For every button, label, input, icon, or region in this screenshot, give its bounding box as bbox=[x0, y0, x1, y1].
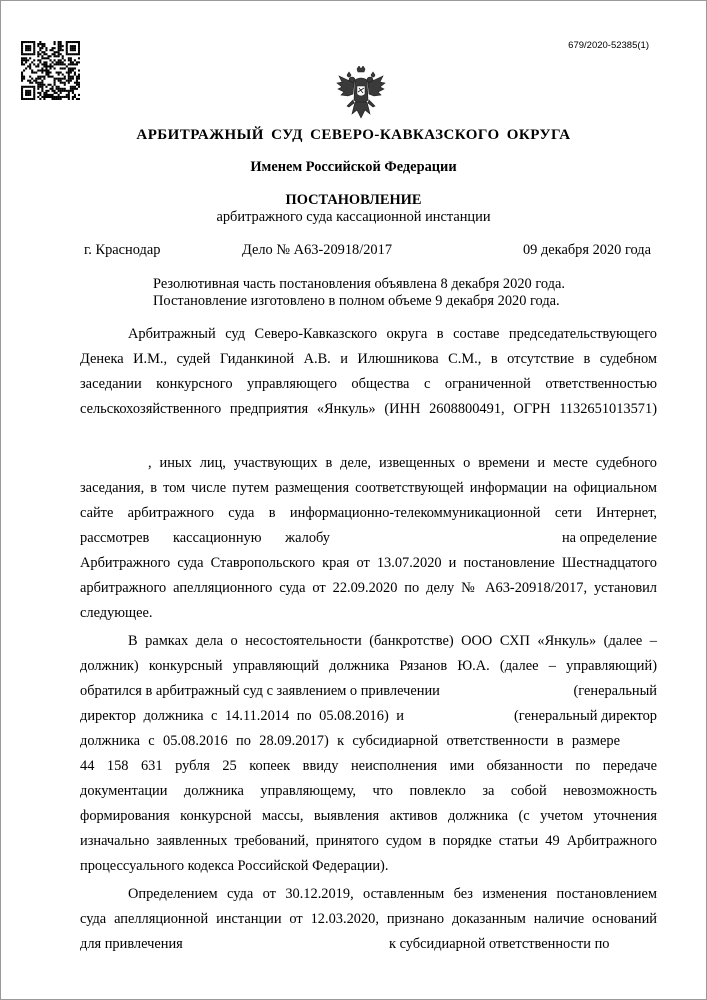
paragraph-3-line: должник) конкурсный управляющий должника Рязанов Ю.А. (далее – управляющий) bbox=[80, 658, 657, 674]
paragraph-3-line: В рамках дела о несостоятельности (банкротстве) ООО СХП «Янкуль» (далее – bbox=[128, 633, 657, 649]
paragraph-4-line: Определением суда от 30.12.2019, оставленным без изменения постановлением bbox=[128, 886, 657, 902]
paragraph-3-line: процессуального кодекса Российской Федерации). bbox=[80, 858, 389, 874]
paragraph-3-line: обратился в арбитражный суд с заявлением о привлечении bbox=[80, 683, 440, 699]
paragraph-1-line: сельскохозяйственного предприятия «Янкуль» (ИНН 2608800491, ОГРН 1132651013571) bbox=[80, 401, 657, 417]
in-name-heading: Именем Российской Федерации bbox=[250, 159, 457, 175]
case-code: 679/2020-52385(1) bbox=[568, 40, 649, 51]
paragraph-2-line: Арбитражного суда Ставропольского края от 13.07.2020 и постановление Шестнадцатого bbox=[80, 555, 657, 571]
court-name: АРБИТРАЖНЫЙ СУД СЕВЕРО-КАВКАЗСКОГО ОКРУГА bbox=[136, 127, 571, 143]
produced-note: Постановление изготовлено в полном объеме 9 декабря 2020 года. bbox=[153, 293, 560, 309]
paragraph-3-line: директор должника с 14.11.2014 по 05.08.2016) и bbox=[80, 708, 404, 724]
coat-of-arms-icon bbox=[336, 66, 386, 122]
paragraph-3-line: 44 158 631 рубля 25 копеек ввиду неисполнения ими обязанности по передаче bbox=[80, 758, 657, 774]
paragraph-2-line: рассмотрев кассационную жалобу bbox=[80, 530, 330, 546]
paragraph-4-line: суда апелляционной инстанции от 12.03.2020, признано доказанным наличие оснований bbox=[80, 911, 657, 927]
paragraph-3-line: (генеральный bbox=[573, 683, 657, 699]
qr-code-icon bbox=[21, 41, 80, 100]
document-date: 09 декабря 2020 года bbox=[522, 242, 651, 258]
document-type: ПОСТАНОВЛЕНИЕ bbox=[285, 192, 422, 208]
paragraph-1-line: заседании конкурсного управляющего общества с ограниченной ответственностью bbox=[80, 376, 657, 392]
paragraph-4-line: для привлечения bbox=[80, 936, 183, 952]
city: г. Краснодар bbox=[84, 242, 161, 258]
paragraph-4-line: к субсидиарной ответственности по bbox=[389, 936, 610, 952]
paragraph-3-line: должника с 05.08.2016 по 28.09.2017) к субсидиарной ответственности в размере bbox=[80, 733, 620, 749]
case-number: Дело № А63-20918/2017 bbox=[242, 242, 393, 258]
paragraph-2-line: заседания, в том числе путем размещения соответствующей информации на официальном bbox=[80, 480, 657, 496]
paragraph-2-line: сайте арбитражного суда в информационно-телекоммуникационной сети Интернет, bbox=[80, 505, 657, 521]
paragraph-3-line: формирования конкурсной массы, выявления активов должника (с учетом уточнения bbox=[80, 808, 657, 824]
paragraph-2-line: , иных лиц, участвующих в деле, извещенных о времени и месте судебного bbox=[148, 455, 657, 471]
document-subtitle: арбитражного суда кассационной инстанции bbox=[216, 209, 491, 225]
announced-note: Резолютивная часть постановления объявлена 8 декабря 2020 года. bbox=[153, 276, 565, 292]
paragraph-3-line: (генеральный директор bbox=[514, 708, 657, 724]
paragraph-1-line: Арбитражный суд Северо-Кавказского округа в составе председательствующего bbox=[128, 326, 657, 342]
paragraph-3-line: документации должника управляющему, что повлекло за собой невозможность bbox=[80, 783, 657, 799]
paragraph-2-line: следующее. bbox=[80, 605, 153, 621]
paragraph-2-line: арбитражного апелляционного суда от 22.09.2020 по делу № А63-20918/2017, установил bbox=[80, 580, 657, 596]
paragraph-1-line: Денека И.М., судей Гиданкиной А.В. и Илюшникова С.М., в отсутствие в судебном bbox=[80, 351, 657, 367]
paragraph-2-line: на определение bbox=[561, 530, 657, 546]
paragraph-3-line: изначально заявленных требований, принятого судом в порядке статьи 49 Арбитражного bbox=[80, 833, 657, 849]
